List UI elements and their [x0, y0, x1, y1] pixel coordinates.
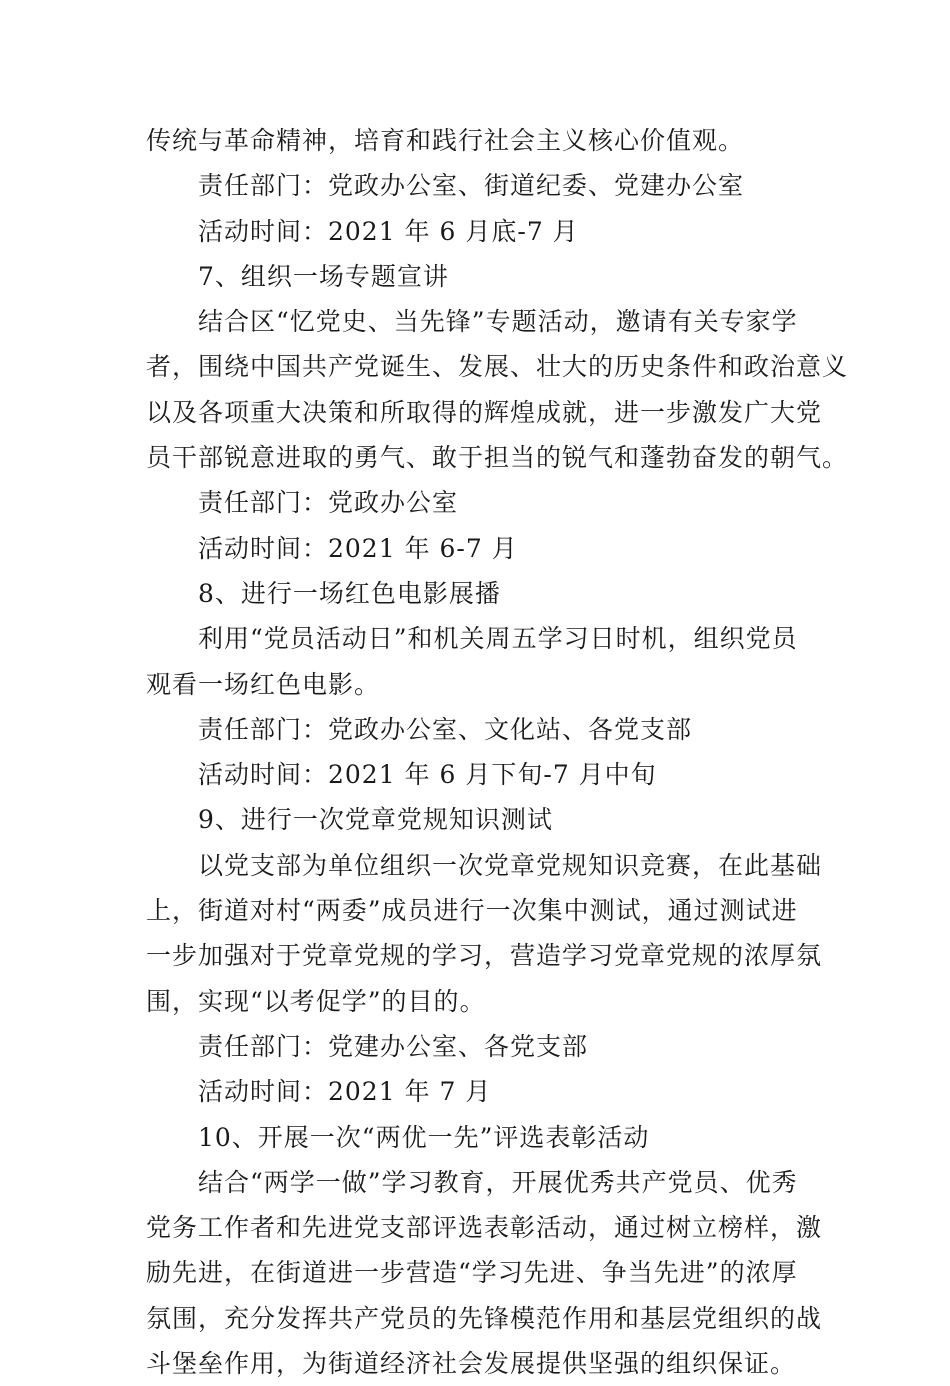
text-line: 活动时间：2021 年 6 月底-7 月 — [198, 216, 579, 246]
text-line: 责任部门：党建办公室、各党支部 — [198, 1031, 589, 1061]
text-line: 以及各项重大决策和所取得的辉煌成就，进一步激发广大党 — [146, 397, 823, 427]
section-heading: 10、开展一次“两优一先”评选表彰活动 — [198, 1122, 650, 1152]
text-line: 员干部锐意进取的勇气、敢于担当的锐气和蓬勃奋发的朝气。 — [146, 443, 849, 473]
text-line: 上，街道对村“两委”成员进行一次集中测试，通过测试进 — [146, 896, 798, 926]
text-line: 活动时间：2021 年 6-7 月 — [198, 533, 518, 563]
text-line: 活动时间：2021 年 7 月 — [198, 1077, 492, 1107]
text-line: 一步加强对于党章党规的学习，营造学习党章党规的浓厚氛 — [146, 941, 823, 971]
section-heading: 7、组织一场专题宣讲 — [198, 261, 449, 291]
section-heading: 9、进行一次党章党规知识测试 — [198, 805, 553, 835]
text-line: 励先进，在街道进一步营造“学习先进、争当先进”的浓厚 — [146, 1258, 798, 1288]
text-line: 结合区“忆党史、当先锋”专题活动，邀请有关专家学 — [198, 307, 798, 337]
text-line: 传统与革命精神，培育和践行社会主义核心价值观。 — [146, 126, 745, 155]
text-line: 者，围绕中国共产党诞生、发展、壮大的历史条件和政治意义 — [146, 352, 849, 382]
document-body — [146, 118, 849, 1386]
text-line: 利用“党员活动日”和机关周五学习日时机，组织党员 — [198, 624, 798, 654]
text-line: 责任部门：党政办公室 — [198, 488, 459, 518]
text-line: 责任部门：党政办公室、街道纪委、党建办公室 — [198, 171, 745, 201]
text-line: 党务工作者和先进党支部评选表彰活动，通过树立榜样，激 — [146, 1213, 823, 1243]
text-line: 结合“两学一做”学习教育，开展优秀共产党员、优秀 — [198, 1167, 798, 1197]
text-line: 斗堡垒作用，为街道经济社会发展提供坚强的组织保证。 — [146, 1349, 797, 1379]
text-line: 责任部门：党政办公室、文化站、各党支部 — [198, 714, 693, 744]
text-line: 观看一场红色电影。 — [146, 669, 381, 699]
text-line: 围，实现“以考促学”的目的。 — [146, 986, 486, 1016]
section-heading: 8、进行一场红色电影展播 — [198, 578, 501, 608]
text-line: 氛围，充分发挥共产党员的先锋模范作用和基层党组织的战 — [146, 1303, 823, 1333]
text-line: 以党支部为单位组织一次党章党规知识竞赛，在此基础 — [198, 850, 823, 880]
text-line: 活动时间：2021 年 6 月下旬-7 月中旬 — [198, 760, 657, 790]
